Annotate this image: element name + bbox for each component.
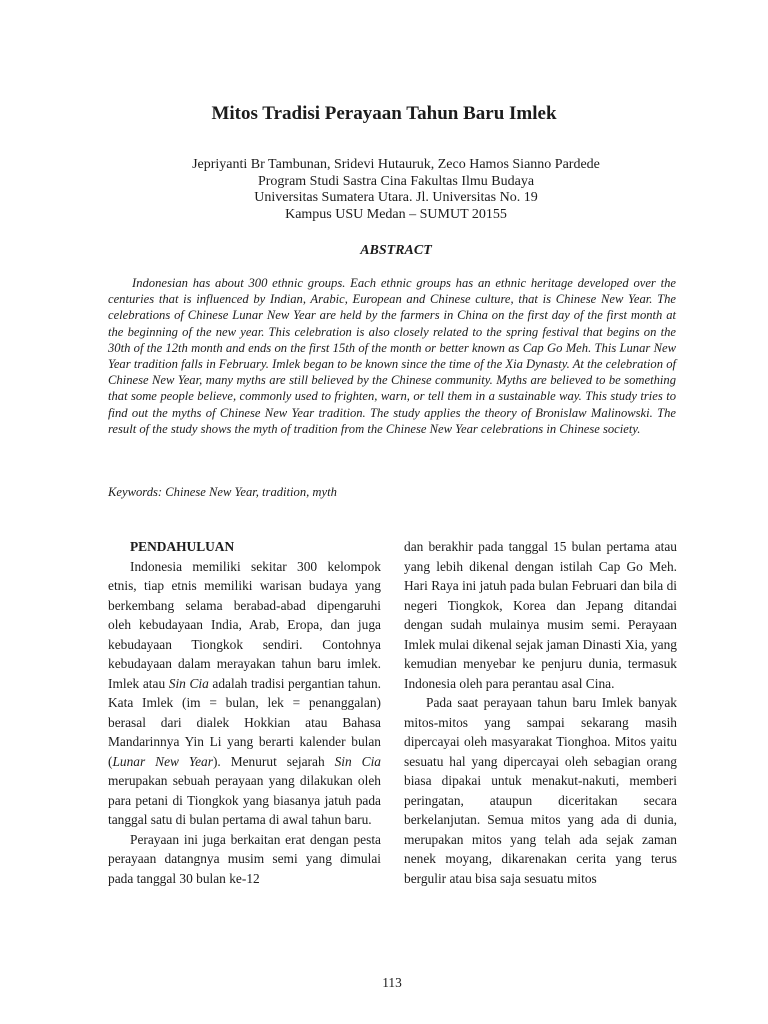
sin-cia-term: Sin Cia — [168, 675, 209, 691]
intro-paragraph-3: Pada saat perayaan tahun baru Imlek banyak mitos-mitos yang sampai sekarang masih dipercayai oleh masyarakat Tionghoa. Mitos yaitu sesuatu hal yang dipercayai oleh sebagian orang biasa dipakai untuk menakut-nakuti, memberi peringatan, ataupun diceritakan secara berkelanjutan. Semua mitos yang ada di dunia, merupakan mitos yang telah ada sejak zaman nenek moyang, dikarenakan cerita yang terus bergulir atau bisa saja sesuatu mitos — [404, 695, 677, 886]
sin-cia-term-2: Sin Cia — [334, 753, 381, 769]
lunar-new-year-term: Lunar New Year — [112, 753, 213, 769]
author-university: Universitas Sumatera Utara. Jl. Universitas No. 19 — [254, 190, 538, 205]
intro-paragraph-1 — [108, 557, 381, 830]
section-heading: PENDAHULUAN — [130, 539, 235, 554]
paper-title: Mitos Tradisi Perayaan Tahun Baru Imlek — [211, 103, 557, 124]
intro-text-b: adalah tradisi pergantian tahun. Kata Imlek (im = bulan, lek = penanggalan) berasal dari dialek Hokkian atau Bahasa Mandarinnya Yin Li yang berarti kalender bulan ( — [108, 675, 381, 769]
intro-text-c: ). Menurut sejarah — [212, 753, 335, 769]
intro-paragraph-2: Perayaan ini juga berkaitan erat dengan pesta perayaan datangnya musim semi yang dimulai pada tanggal 30 bulan ke-12 — [108, 831, 381, 886]
intro-paragraph-2-continued: dan berakhir pada tanggal 15 bulan pertama atau yang lebih dikenal dengan istilah Cap Go Meh. Hari Raya ini jatuh pada bulan Februari dan bila di negeri Tiongkok, Korea dan Jepang ditandai dengan sudah mulainya musim semi. Perayaan Imlek mulai dikenal sejak jaman Dinasti Xia, yang kemudian menyebar ke penjuru dunia, termasuk Indonesia oleh para perantau asal Cina. — [404, 539, 677, 691]
author-program: Program Studi Sastra Cina Fakultas Ilmu Budaya — [257, 173, 535, 189]
intro-text-a: Indonesia memiliki sekitar 300 kelompok etnis, tiap etnis memiliki warisan budaya yang berkembang selama berabad-abad dipengaruhi oleh kebudayaan India, Arab, Eropa, dan juga kebudayaan Tiongkok sendiri. Contohnya kebudayaan dalam merayakan tahun baru imlek. Imlek atau — [108, 558, 381, 691]
abstract-text: Indonesian has about 300 ethnic groups. Each ethnic groups has an ethnic heritage developed over the centuries that is influenced by Indian, Arabic, European and Chinese culture, that is Chinese New Year. The celebrations of Chinese Lunar New Year are held by the farmers in China on the first day of the first month at the beginning of the new year. This celebration is also closely related to the spring festival that begins on the 30th of the 12th month and ends on the first 15th of the month or better known as Cap Go Meh. This Lunar New Year tradition falls in February. Imlek began to be known since the time of the Xia Dynasty. At the celebration of Chinese New Year, many myths are still believed by the Chinese community. Myths are believed to be something that some people believe, commonly used to frighten, warn, or tell them in a sustainable way. This study tries to find out the myths of Chinese New Year tradition. The study applies the theory of Bronislaw Malinowski. The result of the study shows the myth of tradition from the Chinese New Year celebrations in Chinese society. — [108, 276, 676, 436]
author-campus: Kampus USU Medan – SUMUT 20155 — [285, 206, 507, 222]
intro-text-d: merupakan sebuah perayaan yang dilakukan oleh para petani di Tiongkok yang biasanya jatuh pada tanggal satu di bulan pertama di awal tahun baru. — [108, 773, 381, 827]
keywords: Keywords: Chinese New Year, tradition, myth — [108, 485, 337, 499]
author-block — [0, 157, 768, 223]
right-column — [404, 537, 677, 888]
page-number: 113 — [382, 975, 402, 990]
author-names: Jepriyanti Br Tambunan, Sridevi Hutauruk, Zeco Hamos Sianno Pardede — [192, 157, 600, 172]
left-column — [108, 537, 381, 888]
abstract-heading: ABSTRACT — [360, 243, 432, 258]
